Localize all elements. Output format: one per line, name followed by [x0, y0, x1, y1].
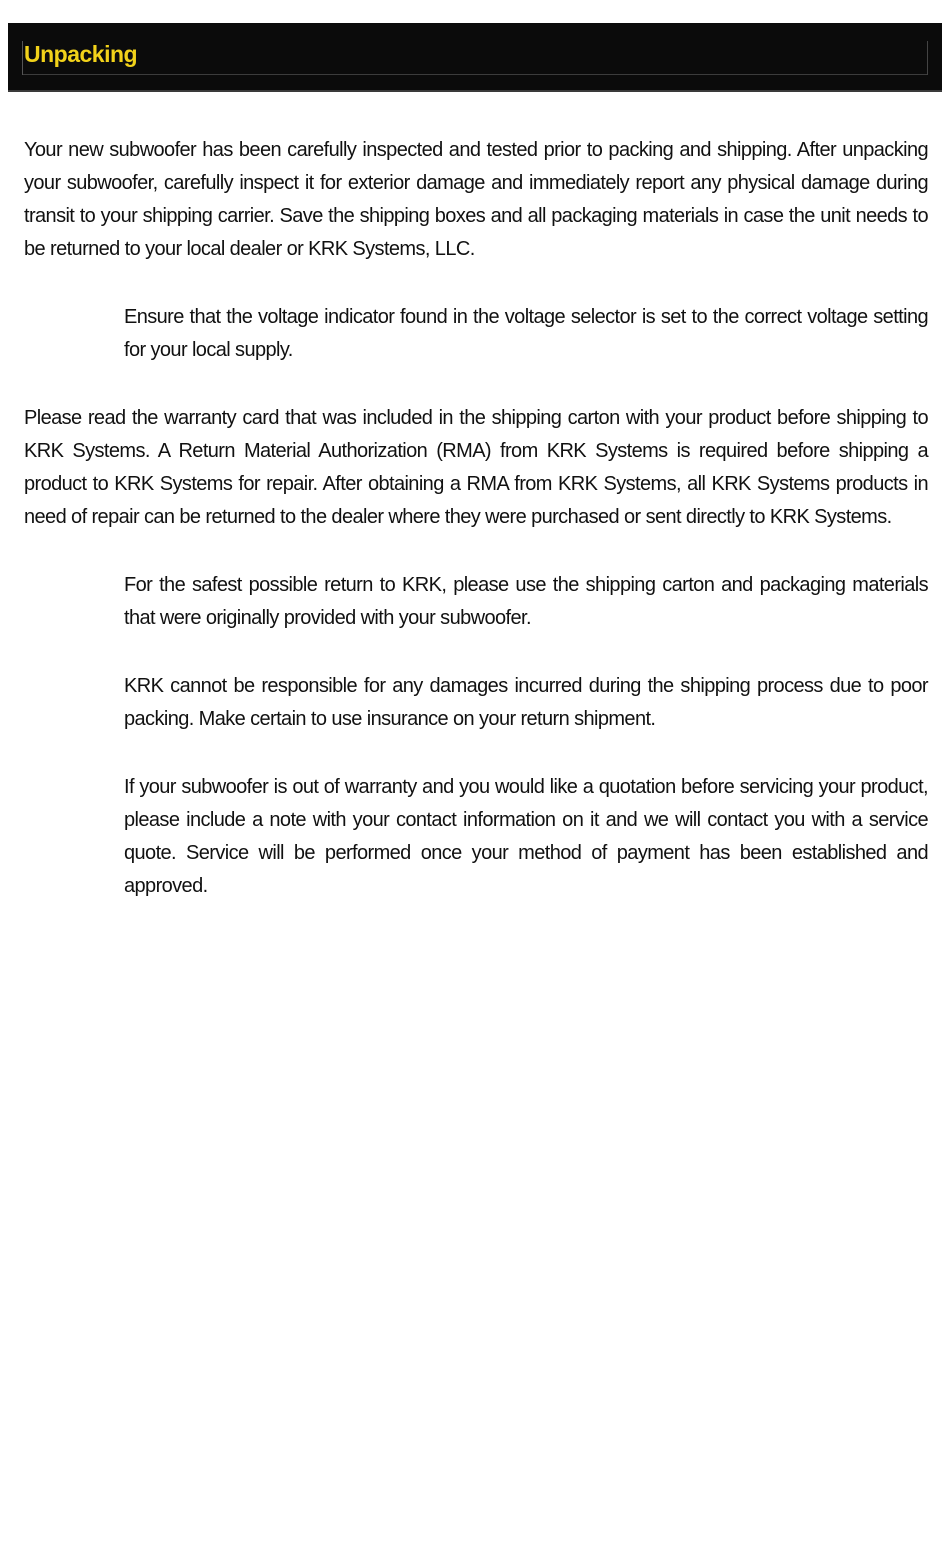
header-right-rule: [927, 41, 928, 75]
section-header-bar: [8, 23, 942, 92]
note-original-packaging: For the safest possible return to KRK, please use the shipping carton and packaging materials that were originally provided with your subwoofer.: [124, 574, 928, 629]
paragraph-warranty-rma: Please read the warranty card that was included in the shipping carton with your product before shipping to KRK Systems. A Return Material Authorization (RMA) from KRK Systems is required before shipping a product to KRK Systems for repair. After obtaining a RMA from KRK Systems, all KRK Systems products in need of repair can be returned to the dealer where they were purchased or sent directly to KRK Systems.: [24, 407, 928, 528]
note-voltage: Ensure that the voltage indicator found in the voltage selector is set to the correct voltage setting for your local supply.: [124, 306, 928, 361]
paragraph-inspection: Your new subwoofer has been carefully inspected and tested prior to packing and shipping. After unpacking your subwoofer, carefully inspect it for exterior damage and immediately report any physical damage during transit to your shipping carrier. Save the shipping boxes and all packaging materials in case the unit needs to be returned to your local dealer or KRK Systems, LLC.: [24, 139, 928, 260]
document-body: [24, 134, 928, 938]
note-out-of-warranty: If your subwoofer is out of warranty and you would like a quotation before servicing your product, please include a note with your contact information on it and we will contact you with a service quote. Service will be performed once your method of payment has been established and approved.: [124, 776, 928, 897]
section-title: Unpacking: [24, 41, 138, 67]
header-left-rule: [22, 41, 23, 75]
note-shipping-insurance: KRK cannot be responsible for any damages incurred during the shipping process due to poor packing. Make certain to use insurance on your return shipment.: [124, 675, 928, 730]
header-underline: [23, 74, 928, 75]
